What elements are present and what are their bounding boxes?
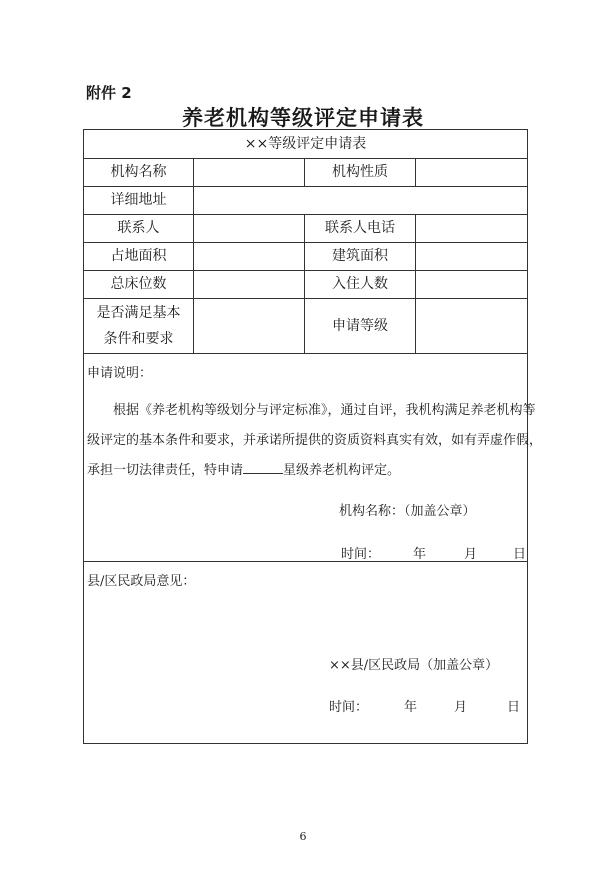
page-title: 养老机构等级评定申请表 (182, 105, 424, 130)
statement-line-2: 级评定的基本条件和要求，并承诺所提供的资质资料真实有效，如有弄虚作假， (87, 433, 543, 448)
form-header: ××等级评定申请表 (244, 136, 367, 152)
statement-year: 年 (413, 547, 427, 562)
opinion-day: 日 (507, 700, 521, 715)
statement-line-3-suffix: 星级养老机构评定。 (283, 463, 401, 478)
contact-phone-field[interactable] (416, 214, 527, 242)
bureau-signature-label: ××县/区民政局（加盖公章） (329, 658, 499, 673)
org-nature-label: 机构性质 (332, 164, 388, 180)
opinion-month: 月 (454, 700, 468, 715)
total-beds-label: 总床位数 (110, 276, 167, 292)
land-area-label: 占地面积 (110, 248, 167, 264)
page-number: 6 (299, 830, 307, 843)
opinion-year: 年 (404, 700, 418, 715)
statement-line-1: 根据《养老机构等级划分与评定标准》，通过自评，我机构满足养老机构等 (113, 403, 536, 418)
opinion-heading: 县/区民政局意见： (87, 574, 196, 589)
statement-heading: 申请说明： (87, 366, 153, 381)
org-signature-label: 机构名称：（加盖公章） (339, 504, 476, 519)
contact-phone-label: 联系人电话 (325, 220, 395, 236)
total-beds-field[interactable] (194, 270, 304, 298)
attachment-label: 附件 2 (86, 84, 132, 102)
building-area-label: 建筑面积 (332, 248, 388, 264)
meets-label-line2: 条件和要求 (103, 330, 174, 347)
meets-requirements-field[interactable] (194, 298, 304, 353)
contact-label: 联系人 (117, 220, 160, 236)
address-label: 详细地址 (110, 192, 167, 208)
apply-grade-label: 申请等级 (332, 317, 388, 334)
statement-day: 日 (513, 547, 527, 562)
building-area-field[interactable] (416, 242, 527, 270)
row-divider (84, 561, 527, 562)
contact-field[interactable] (194, 214, 304, 242)
residents-label: 入住人数 (332, 276, 388, 292)
statement-line-3 (87, 456, 527, 486)
application-form (83, 129, 543, 744)
address-field[interactable] (194, 186, 527, 214)
opinion-date-label: 时间： (329, 700, 369, 715)
statement-date-label: 时间： (341, 547, 381, 562)
star-rating-blank[interactable] (243, 460, 283, 474)
org-nature-field[interactable] (416, 158, 527, 186)
land-area-field[interactable] (194, 242, 304, 270)
org-name-field[interactable] (194, 158, 304, 186)
apply-grade-field[interactable] (416, 298, 527, 353)
statement-month: 月 (464, 547, 478, 562)
org-name-label: 机构名称 (110, 164, 167, 180)
row-divider (84, 353, 527, 354)
statement-line-3-prefix: 承担一切法律责任，特申请 (87, 463, 244, 478)
meets-requirements-label (84, 298, 193, 353)
residents-field[interactable] (416, 270, 527, 298)
meets-label-line1: 是否满足基本 (96, 304, 181, 321)
